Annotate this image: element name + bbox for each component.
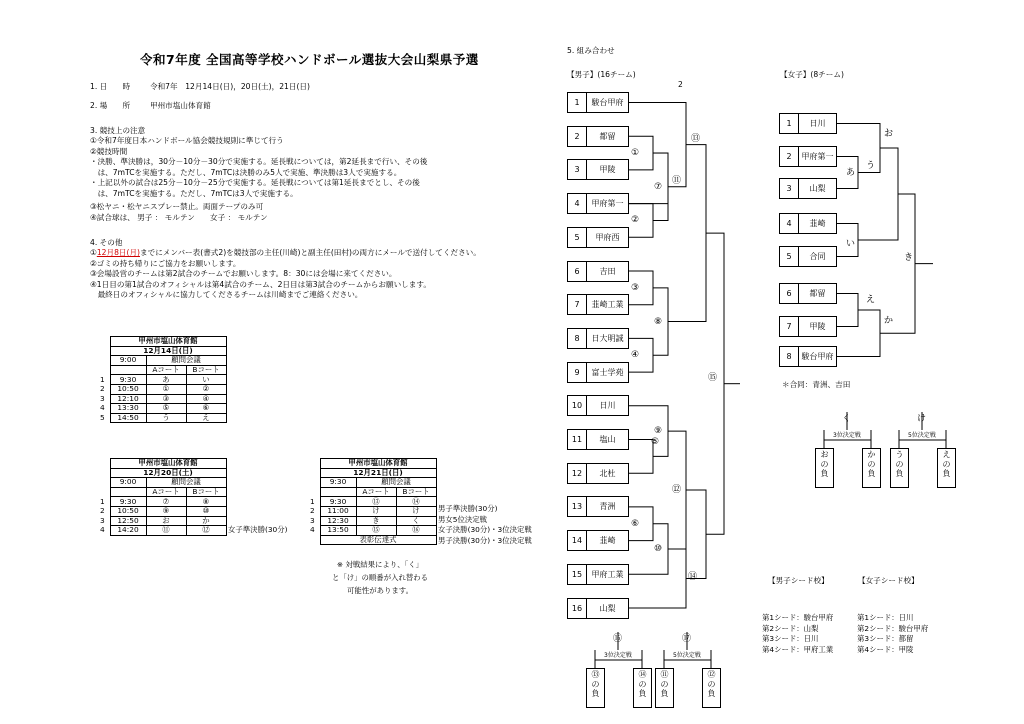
team-box (567, 395, 629, 416)
seed-item: 第1シード：日川 (857, 613, 914, 622)
match-label: ⑮ (708, 372, 718, 383)
time-cell: 13:50 (320, 526, 356, 536)
other-num: ① (90, 248, 97, 257)
time-cell: 9:00 (110, 356, 146, 366)
team-number: 1 (568, 93, 587, 112)
date: 12月21日(日) (320, 468, 436, 478)
match-label: ⑩ (654, 544, 663, 555)
match-label: ⑦ (654, 181, 663, 192)
match-cell: お (146, 516, 186, 526)
team-name: 韮崎工業 (591, 300, 624, 310)
match-label: ⑧ (654, 316, 663, 327)
placement-label: ⑰ (682, 634, 692, 644)
match-cell: ⑦ (146, 497, 186, 507)
team-name: 富士学苑 (591, 367, 624, 377)
other-text: までにメンバー表(書式2)を競技部の主任(川崎)と副主任(田村)の両方にメールで送付してください。 (140, 248, 481, 257)
loser-box: ⑫ の 負 (702, 668, 721, 708)
seed-item: 第4シード：甲府工業 (762, 644, 834, 654)
row-num: 2 (100, 384, 105, 394)
match-label: ⑫ (672, 485, 682, 496)
match-cell: け (396, 506, 436, 516)
team-name: 駿台甲府 (591, 98, 624, 107)
time-cell: 9:30 (110, 497, 146, 507)
male-label: 【男子】(16チーム) (567, 70, 636, 79)
team-name: 駿台甲府 (801, 352, 834, 361)
team-number: 8 (568, 329, 587, 348)
match-cell: ⑪ (146, 526, 186, 536)
team-box (779, 146, 837, 167)
row-num: 2 (100, 506, 105, 516)
team-number: 2 (568, 127, 587, 146)
seed-item: 第4シード：甲陵 (857, 644, 914, 654)
rules-heading: 3. 競技上の注意 (90, 126, 146, 135)
team-name: 日川 (599, 401, 616, 411)
match-label: い (846, 239, 856, 249)
meeting-cell: 顧問会議 (146, 478, 226, 488)
match-label: ⑥ (631, 518, 640, 529)
female-label: 【女子】(8チーム) (780, 70, 844, 79)
team-number: 3 (568, 160, 587, 179)
seed-item: 第3シード：都留 (857, 634, 914, 644)
match-cell: ⑯ (396, 526, 436, 536)
team-box (567, 598, 629, 619)
court-a-header: Aコート (356, 487, 396, 497)
time-cell: 9:30 (110, 375, 146, 385)
team-number: 15 (568, 565, 587, 584)
placement-label: く (842, 414, 852, 424)
match-cell: あ (146, 375, 186, 385)
loser-box: う の 負 (890, 448, 909, 488)
team-number: 6 (780, 284, 799, 303)
team-number: 2 (780, 147, 799, 166)
bracket-line (629, 406, 668, 457)
team-number: 9 (568, 363, 587, 382)
match-label: か (884, 316, 894, 327)
venue: 甲州市塩山体育館 (320, 459, 436, 469)
bracket-line (629, 524, 668, 575)
match-label: ⑨ (654, 426, 663, 437)
team-number: 7 (780, 317, 799, 336)
team-box (779, 283, 837, 304)
match-label: ⑪ (672, 175, 682, 186)
ceremony: 表彰伝達式 (320, 535, 436, 545)
male-seed-list (762, 613, 833, 655)
seed-item: 第3シード：日川 (762, 634, 819, 644)
time-cell: 12:50 (110, 516, 146, 526)
match-cell: ① (146, 384, 186, 394)
dates-value: 令和7年 12月14日(日)，20日(土)，21日(日) (150, 82, 310, 91)
bracket-line (629, 440, 653, 474)
loser-box: ⑭ の 負 (633, 668, 652, 708)
match-label: ⑤ (651, 437, 660, 448)
team-name: 甲府西 (595, 232, 620, 242)
team-box (567, 564, 629, 585)
loser-box: か の 負 (862, 448, 881, 488)
team-box (567, 496, 629, 517)
date: 12月14日(日) (110, 346, 226, 356)
team-name: 北杜 (599, 468, 616, 478)
row-num: 5 (100, 413, 105, 423)
placement-caption: 3位決定戦 (833, 432, 861, 439)
team-name: 青洲 (599, 502, 616, 512)
match-cell: ⑬ (356, 497, 396, 507)
team-box (779, 113, 837, 134)
team-name: 吉田 (599, 266, 616, 276)
match-cell: く (396, 516, 436, 526)
row-num: 3 (100, 515, 105, 525)
match-cell: ⑩ (186, 506, 226, 516)
rule-line: は、7mTCを実施する。ただし、7mTCは3人で実施する。 (90, 188, 298, 198)
match-label: ⑭ (688, 571, 698, 582)
court-b-header: Bコート (186, 487, 226, 497)
team-number: 13 (568, 497, 587, 516)
team-name: 甲府第一 (801, 152, 834, 161)
match-label: き (904, 252, 914, 263)
match-cell: ② (186, 384, 226, 394)
male-note: 2 (678, 80, 683, 89)
team-number: 8 (780, 347, 799, 366)
other-heading: 4. その他 (90, 238, 123, 247)
joint-note: ＊合同：青洲、吉田 (782, 380, 851, 389)
other-line: ③会場設営のチームは第2試合のチームでお願いします。8：30には会場に来てください。 (90, 269, 397, 278)
venue: 甲州市塩山体育館 (110, 337, 226, 347)
side-note: 男子決勝(30分)・3位決定戦 (438, 535, 532, 545)
team-number: 16 (568, 599, 587, 618)
match-label: お (884, 129, 894, 139)
team-box (567, 227, 629, 248)
court-b-header: Bコート (396, 487, 436, 497)
bracket-line (686, 145, 706, 322)
bracket-line (629, 103, 686, 187)
other-line: ④1日目の第1試合のオフィシャルは第4試合のチーム、2日目は第3試合のチームからお願いします。 (90, 279, 431, 289)
deadline-date: 12月8日(月) (96, 248, 141, 257)
loser-box: ⑬ の 負 (586, 668, 605, 708)
loser-box: お の 負 (815, 448, 834, 488)
match-cell: ⑥ (186, 404, 226, 414)
team-number: 5 (568, 228, 587, 247)
match-cell: き (356, 516, 396, 526)
placement-label: ⑯ (613, 634, 623, 644)
match-cell: え (186, 413, 226, 423)
team-name: 塩山 (599, 435, 616, 444)
team-number: 4 (568, 194, 587, 213)
team-number: 10 (568, 396, 587, 415)
row-num: 3 (310, 515, 315, 525)
time-cell: 14:20 (110, 526, 146, 536)
team-box (567, 126, 629, 147)
team-box (567, 530, 629, 551)
team-name: 甲陵 (809, 322, 826, 331)
placement-caption: 5位決定戦 (673, 652, 701, 659)
court-a-header: Aコート (146, 487, 186, 497)
place-value: 甲州市塩山体育館 (150, 101, 211, 110)
team-name: 甲府工業 (591, 569, 624, 579)
other-line: 最終日のオフィシャルに協力してくださるチームは川崎までご連絡ください。 (90, 290, 363, 299)
match-label: あ (846, 167, 856, 178)
other-line: ②ゴミの持ち帰りにご協力をお願いします。 (90, 258, 241, 268)
rule-line: ②競技時間 (90, 146, 128, 156)
note-line: ※ 対戦結果により、「く」 (336, 560, 424, 569)
court-b-header: Bコート (186, 365, 226, 375)
time-cell: 9:30 (320, 497, 356, 507)
team-name: 日川 (809, 119, 826, 128)
match-cell: ⑫ (186, 526, 226, 536)
team-box (567, 193, 629, 214)
seed-item: 第2シード：駿台甲府 (857, 623, 929, 633)
place-label: 2. 場 所 (90, 101, 131, 110)
team-name: 合同 (809, 252, 826, 261)
row-num: 2 (310, 506, 315, 516)
team-box (567, 328, 629, 349)
bracket-line (706, 233, 724, 534)
team-name: 甲陵 (599, 165, 616, 175)
team-number: 11 (568, 430, 587, 449)
seed-item: 第1シード：駿台甲府 (762, 613, 834, 622)
team-number: 14 (568, 531, 587, 550)
match-cell: ⑭ (396, 497, 436, 507)
match-cell: ⑧ (186, 497, 226, 507)
match-label: ③ (631, 282, 640, 293)
placement-caption: 5位決定戦 (908, 432, 936, 439)
match-cell: ③ (146, 394, 186, 404)
page-title: 令和7年度 全国高等学校ハンドボール選抜大会山梨県予選 (140, 52, 479, 67)
match-cell: ⑨ (146, 506, 186, 516)
team-box (779, 246, 837, 267)
day2-side-note: 女子準決勝(30分) (228, 525, 288, 534)
team-name: 山梨 (809, 184, 826, 193)
team-box (779, 178, 837, 199)
team-name: 日大明誠 (591, 333, 624, 343)
note-line: と「け」の順番が入れ替わる (331, 573, 429, 582)
match-label: う (866, 161, 876, 171)
match-label: ⑬ (691, 133, 701, 144)
match-label: え (866, 295, 876, 305)
team-name: 山梨 (599, 603, 616, 613)
female-seed-list (857, 613, 928, 655)
court-a-header: Aコート (146, 365, 186, 375)
placement-caption: 3位決定戦 (604, 652, 632, 659)
team-box (567, 92, 629, 113)
time-cell: 14:50 (110, 413, 146, 423)
rule-line: ・決勝、準決勝は，30分－10分－30分で実施する。延長戦については，第2延長まで行い、その後 (90, 157, 428, 166)
side-note: 男女5位決定戦 (438, 514, 488, 524)
loser-box: え の 負 (937, 448, 956, 488)
bracket-heading: 5. 組み合わせ (567, 46, 615, 55)
row-num: 4 (100, 403, 105, 413)
match-label: ① (631, 148, 640, 159)
time-cell: 10:50 (110, 506, 146, 516)
dates-label: 1. 日 時 (90, 82, 131, 91)
team-name: 都留 (809, 289, 826, 298)
match-cell: い (186, 375, 226, 385)
loser-box: ⑪ の 負 (655, 668, 674, 708)
row-num: 1 (100, 496, 105, 506)
team-name: 都留 (599, 131, 616, 141)
team-number: 4 (780, 214, 799, 233)
match-cell: ⑮ (356, 526, 396, 536)
rule-line: ③松ヤニ・松ヤニスプレー禁止。両面テープのみ可 (90, 202, 264, 211)
team-number: 5 (780, 247, 799, 266)
venue: 甲州市塩山体育館 (110, 459, 226, 469)
team-box (779, 346, 837, 367)
bracket-line (858, 148, 898, 240)
rule-line: は、7mTCを実施する。ただし、7mTCは決勝のみ5人で実施、準決勝は3人で実施する。 (90, 167, 402, 177)
row-num: 4 (100, 525, 105, 535)
row-num: 4 (310, 525, 315, 535)
match-cell: け (356, 506, 396, 516)
team-box (567, 362, 629, 383)
team-box (779, 213, 837, 234)
placement-label: け (917, 414, 927, 424)
team-box (567, 463, 629, 484)
row-num: 1 (310, 496, 315, 506)
team-box (567, 159, 629, 180)
male-seed-heading: 【男子シード校】 (768, 576, 829, 585)
team-name: 甲府第一 (591, 199, 624, 209)
match-cell: ④ (186, 394, 226, 404)
row-num: 3 (100, 393, 105, 403)
side-note: 女子決勝(30分)・3位決定戦 (438, 525, 532, 534)
team-box (567, 261, 629, 282)
match-cell: う (146, 413, 186, 423)
female-seed-heading: 【女子シード校】 (858, 576, 919, 585)
team-box (567, 294, 629, 315)
time-cell: 12:30 (320, 516, 356, 526)
side-note: 男子準決勝(30分) (438, 504, 498, 513)
meeting-cell: 顧問会議 (356, 478, 436, 488)
team-number: 1 (780, 114, 799, 133)
row-num: 1 (100, 374, 105, 384)
team-name: 韮崎 (809, 219, 826, 228)
team-name: 韮崎 (599, 536, 616, 546)
meeting-cell: 顧問会議 (146, 356, 226, 366)
team-box (567, 429, 629, 450)
team-number: 3 (780, 179, 799, 198)
bracket-line (837, 294, 858, 327)
rule-line: ④試合球は、 男子 ： モルテン 女子 ： モルテン (90, 212, 268, 222)
match-label: ② (631, 215, 640, 226)
match-cell: か (186, 516, 226, 526)
seed-item: 第2シード：山梨 (762, 623, 819, 633)
team-number: 6 (568, 262, 587, 281)
team-box (779, 316, 837, 337)
bracket-line (629, 549, 686, 608)
rule-line: ①令和7年度日本ハンドボール協会競技規則に準じて行う (90, 136, 284, 145)
date: 12月20日(土) (110, 468, 226, 478)
time-cell: 9:00 (110, 478, 146, 488)
team-number: 12 (568, 464, 587, 483)
time-cell: 12:10 (110, 394, 146, 404)
time-cell: 9:30 (320, 478, 356, 488)
time-cell: 10:50 (110, 384, 146, 394)
time-cell: 11:00 (320, 506, 356, 516)
bracket-line (629, 153, 668, 204)
match-label: ④ (631, 350, 640, 361)
rule-line: ・上記以外の試合は25分－10分－25分で実施する。延長戦については第1延長までとし、その後 (90, 178, 420, 187)
match-cell: ⑤ (146, 404, 186, 414)
time-cell: 13:30 (110, 404, 146, 414)
note-line: 可能性があります。 (347, 586, 413, 595)
bracket-line (686, 490, 706, 578)
team-number: 7 (568, 295, 587, 314)
